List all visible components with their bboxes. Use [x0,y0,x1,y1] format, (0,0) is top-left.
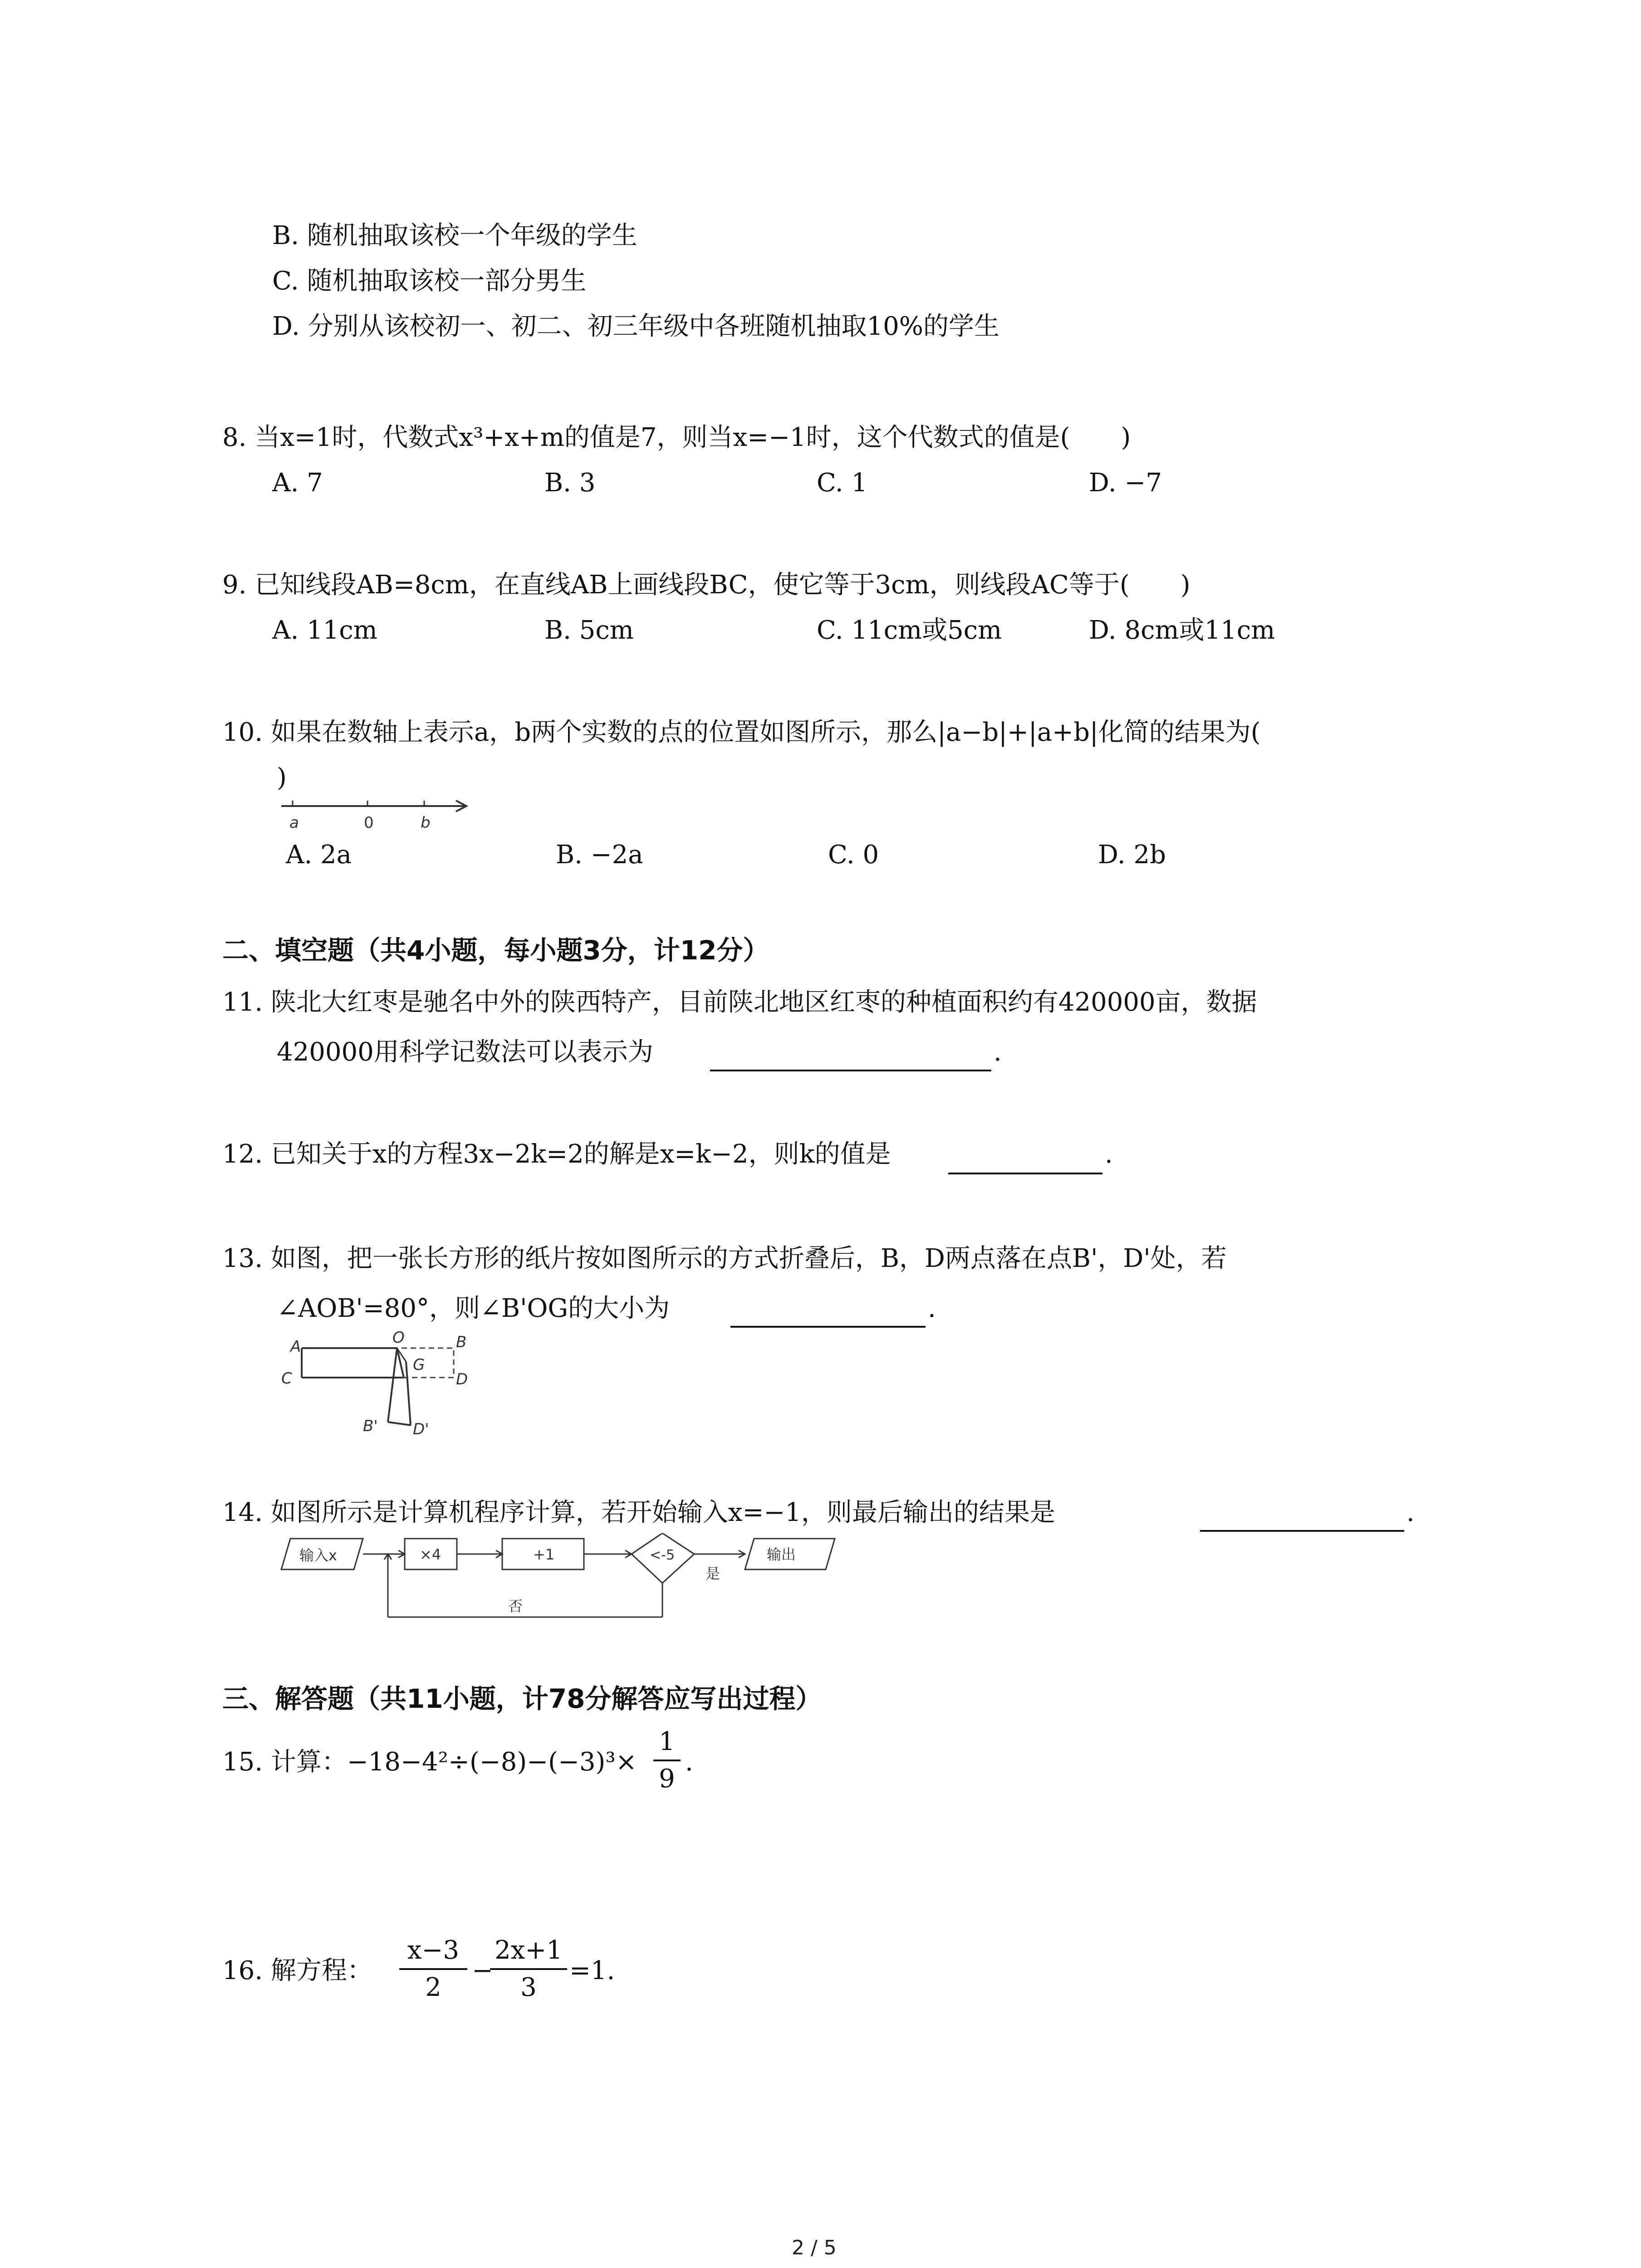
q8-stem: 8. 当x=1时，代数式x³+x+m的值是7，则当x=−1时，这个代数式的值是( ) [222,423,1131,452]
q8-option-c: C. 1 [817,468,868,498]
flow-add-label: +1 [533,1546,555,1563]
page-number: 2 / 5 [792,2236,837,2259]
q14-stem: 14. 如图所示是计算机程序计算，若开始输入x=−1，则最后输出的结果是 [222,1498,1055,1527]
q7-option-b: B. 随机抽取该校一个年级的学生 [272,221,637,250]
q16-fraction-1-numerator: x−3 [407,1936,460,1965]
q16-fraction-2 [490,1935,567,2004]
flow-multiply-label: ×4 [420,1546,441,1563]
q15-numerator: 1 [659,1727,675,1756]
q16-minus: − [472,1956,493,1985]
flow-condition-label: <-5 [650,1547,675,1563]
q16-fraction-1-denominator: 2 [425,1973,441,2002]
q12-stem: 12. 已知关于x的方程3x−2k=2的解是x=k−2，则k的值是 [222,1139,891,1169]
q16-label: 16. 解方程： [222,1956,372,1985]
q15-expression: 15. 计算：−18−4²÷(−8)−(−3)³× [222,1747,637,1777]
q15-period: . [685,1747,693,1777]
q10-stem-line1: 10. 如果在数轴上表示a，b两个实数的点的位置如图所示，那么|a−b|+|a+b|化简的结果为( [222,718,1261,747]
axis-label-a: a [289,814,299,832]
q7-option-d: D. 分别从该校初一、初二、初三年级中各班随机抽取10%的学生 [272,312,999,341]
fig-label-G: G [413,1356,425,1374]
flow-no-label: 否 [508,1598,523,1615]
fig-label-B: B [456,1333,467,1351]
q13-line1: 13. 如图，把一张长方形的纸片按如图所示的方式折叠后，B，D两点落在点B'，D'处，若 [222,1244,1227,1273]
q10-option-b: B. −2a [556,840,643,870]
q15-fraction [653,1726,681,1795]
q9-option-b: B. 5cm [544,616,634,645]
q14-period: . [1406,1498,1415,1527]
q11-answer-blank[interactable] [710,1070,991,1071]
number-line-figure [277,796,476,837]
axis-label-b: b [421,814,431,832]
q16-rest: =1. [569,1956,615,1985]
q11-line2: 420000用科学记数法可以表示为 [277,1037,653,1067]
q9-option-a: A. 11cm [272,616,377,645]
q10-option-d: D. 2b [1098,840,1166,870]
fig-label-O: O [392,1329,405,1347]
q10-stem-line2: ) [277,763,287,792]
q10-option-a: A. 2a [286,840,352,870]
q9-option-d: D. 8cm或11cm [1089,616,1275,645]
q8-option-d: D. −7 [1089,468,1162,498]
q8-option-a: A. 7 [272,468,323,498]
axis-label-zero: 0 [364,814,374,832]
flow-yes-label: 是 [705,1565,720,1582]
section-3-title: 三、解答题（共11小题，计78分解答应写出过程） [222,1683,822,1714]
fig-label-D: D [456,1370,468,1388]
q7-option-c: C. 随机抽取该校一部分男生 [272,266,587,296]
flowchart-figure [272,1533,871,1628]
q15-denominator: 9 [659,1764,675,1794]
q8-option-b: B. 3 [544,468,596,498]
q10-option-c: C. 0 [828,840,879,870]
q13-period: . [928,1294,936,1323]
section-2-title: 二、填空题（共4小题，每小题3分，计12分） [222,935,769,966]
fig-label-C: C [281,1369,292,1388]
q9-option-c: C. 11cm或5cm [817,616,1002,645]
fig-label-B-prime: B' [363,1417,378,1435]
q12-answer-blank[interactable] [948,1173,1102,1174]
q16-fraction-1 [399,1935,467,2004]
flow-input-label: 输入x [299,1547,337,1564]
q16-fraction-2-denominator: 3 [520,1973,537,2002]
flow-output-label: 输出 [767,1546,796,1563]
q9-stem: 9. 已知线段AB=8cm，在直线AB上画线段BC，使它等于3cm，则线段AC等于( ) [222,570,1190,600]
folded-paper-figure [281,1329,495,1447]
q13-line2: ∠AOB'=80°，则∠B'OG的大小为 [277,1294,670,1323]
q11-period: . [994,1037,1002,1067]
q11-line1: 11. 陕北大红枣是驰名中外的陕西特产，目前陕北地区红枣的种植面积约有420000亩，数据 [222,987,1257,1017]
fig-label-D-prime: D' [413,1420,429,1438]
q12-period: . [1105,1139,1113,1169]
fig-label-A: A [290,1338,301,1356]
q14-answer-blank[interactable] [1200,1530,1404,1532]
q13-answer-blank[interactable] [730,1326,926,1328]
q16-fraction-2-numerator: 2x+1 [495,1936,563,1965]
